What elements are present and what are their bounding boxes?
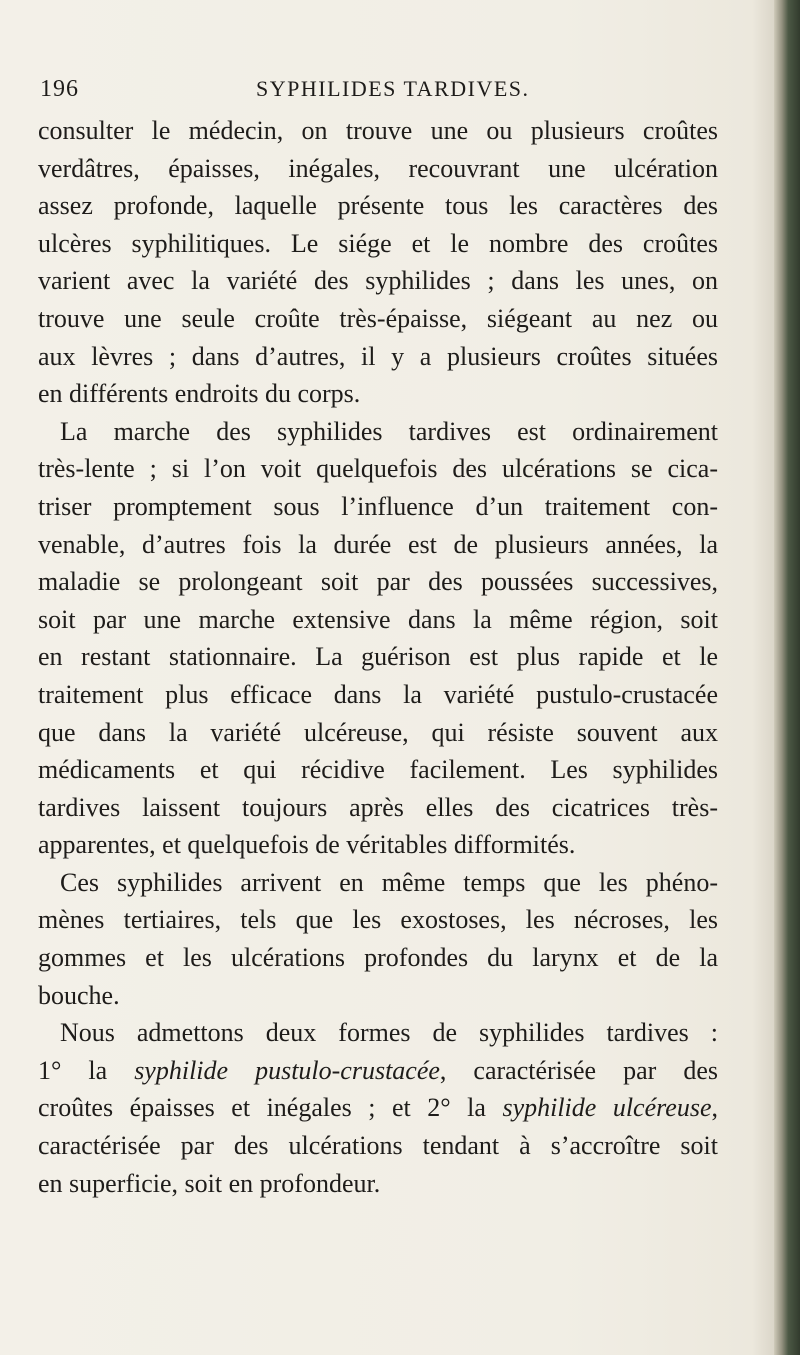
text-line: varient avec la variété des syphilides ; dans les unes, on: [38, 266, 718, 296]
text-line: assez profonde, laquelle présente tous les caractères des: [38, 191, 718, 221]
text-line: très-lente ; si l’on voit quelquefois des ulcérations se cica-: [38, 454, 718, 484]
text-line: ulcères syphilitiques. Le siége et le nombre des croûtes: [38, 228, 718, 258]
paragraph-start-line: Nous admettons deux formes de syphilides tardives :: [60, 1018, 718, 1048]
text-segment: ,: [711, 1093, 718, 1123]
text-line: traitement plus efficace dans la variété pustulo-crustacée: [38, 679, 718, 709]
text-line: caractérisée par des ulcérations tendant à s’accroître soit: [38, 1131, 718, 1161]
text-line: tardives laissent toujours après elles des cicatrices très-: [38, 792, 718, 822]
text-line: mènes tertiaires, tels que les exostoses, les nécroses, les: [38, 905, 718, 935]
body-text: [38, 112, 718, 1202]
text-line: verdâtres, épaisses, inégales, recouvrant une ulcération: [38, 153, 718, 183]
text-line-with-italic: [38, 1089, 718, 1127]
paragraph-end-line: en différents endroits du corps.: [38, 379, 361, 409]
text-line: médicaments et qui récidive facilement. Les syphilides: [38, 755, 718, 785]
text-line: aux lèvres ; dans d’autres, il y a plusieurs croûtes situées: [38, 341, 718, 371]
text-line: gommes et les ulcérations profondes du larynx et de la: [38, 943, 718, 973]
text-line: trouve une seule croûte très-épaisse, siégeant au nez ou: [38, 303, 718, 333]
paragraph-start-line: Ces syphilides arrivent en même temps que les phéno-: [60, 867, 718, 897]
italic-term: syphilide pustulo-crustacée: [134, 1055, 440, 1085]
text-line-with-italic: [38, 1052, 718, 1090]
paragraph-end-line: bouche.: [38, 980, 120, 1010]
text-line: que dans la variété ulcéreuse, qui résiste souvent aux: [38, 717, 718, 747]
text-segment: croûtes épaisses et inégales ; et 2° la: [38, 1093, 503, 1123]
text-segment: , caractérisée par des: [439, 1055, 718, 1085]
text-segment: 1° la: [38, 1055, 135, 1085]
text-line: soit par une marche extensive dans la même région, soit: [38, 604, 718, 634]
page-number: 196: [40, 76, 79, 102]
text-line: en restant stationnaire. La guérison est plus rapide et le: [38, 642, 718, 672]
text-line: venable, d’autres fois la durée est de plusieurs années, la: [38, 529, 718, 559]
italic-term: syphilide ulcéreuse: [502, 1093, 712, 1123]
page-binding-edge: [774, 0, 800, 1355]
running-title: SYPHILIDES TARDIVES.: [256, 76, 530, 101]
running-head: [40, 76, 740, 116]
paragraph-end-line: apparentes, et quelquefois de véritables difformités.: [38, 830, 576, 860]
text-line: triser promptement sous l’influence d’un traitement con-: [38, 491, 718, 521]
text-line: consulter le médecin, on trouve une ou plusieurs croûtes: [38, 116, 718, 145]
paragraph-start-line: La marche des syphilides tardives est ordinairement: [60, 416, 718, 446]
text-line: maladie se prolongeant soit par des poussées successives,: [38, 567, 718, 597]
paragraph-end-line: en superficie, soit en profondeur.: [38, 1168, 381, 1198]
